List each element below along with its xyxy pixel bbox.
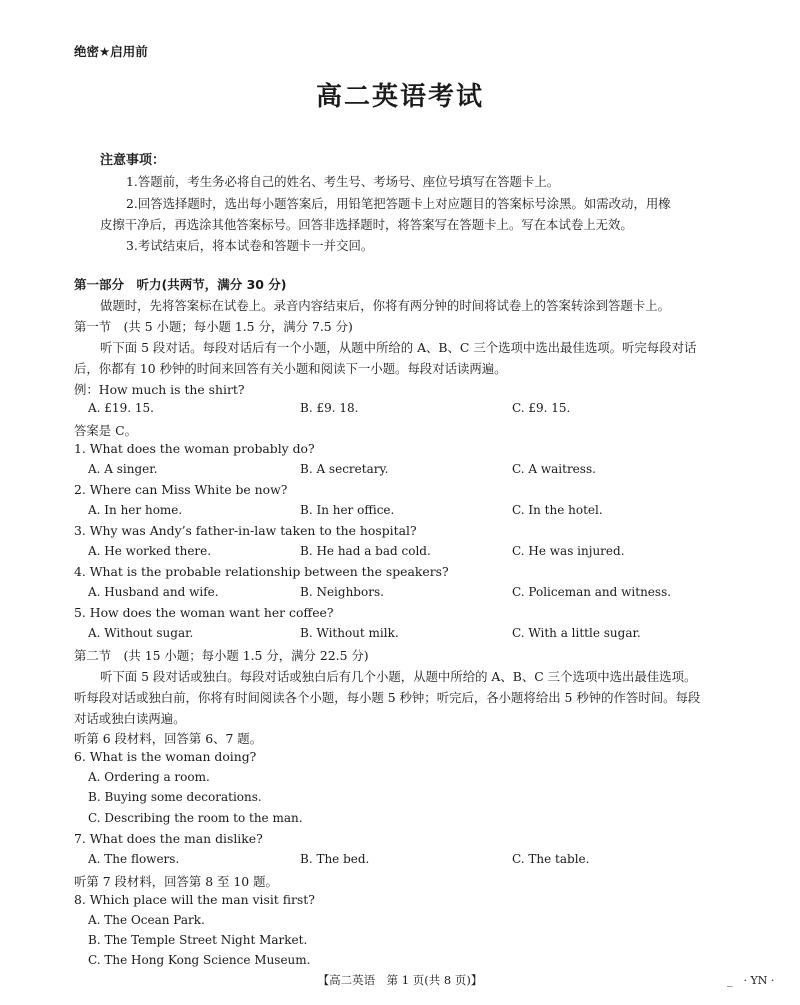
q4-option-c: C. Policeman and witness. (512, 585, 672, 599)
q3-option-a: A. He worked there. (88, 544, 212, 558)
section1-intro-line2: 后，你都有 10 秒钟的时间来回答有关小题和阅读下一小题。每段对话读两遍。 (74, 361, 507, 376)
question-5: 5. How does the woman want her coffee? (74, 605, 334, 620)
material-7-heading: 听第 7 段材料，回答第 8 至 10 题。 (74, 874, 278, 889)
example-answer: 答案是 C。 (74, 423, 137, 438)
section2-intro-line1: 听下面 5 段对话或独白。每段对话或独白后有几个小题，从题中所给的 A、B、C 三个选项中选出最佳选项。 (100, 669, 697, 684)
q8-option-c: C. The Hong Kong Science Museum. (88, 953, 311, 967)
q4-option-b: B. Neighbors. (300, 585, 384, 599)
q2-option-a: A. In her home. (88, 503, 183, 517)
q3-option-b: B. He had a bad cold. (300, 544, 431, 558)
question-8: 8. Which place will the man visit first? (74, 892, 315, 907)
section1-title: 第一节 (共 5 小题；每小题 1.5 分，满分 7.5 分) (74, 319, 353, 334)
question-2: 2. Where can Miss White be now? (74, 482, 288, 497)
footer-tag: _ · YN · (727, 974, 775, 987)
q2-option-b: B. In her office. (300, 503, 395, 517)
section2-title: 第二节 (共 15 小题；每小题 1.5 分，满分 22.5 分) (74, 648, 369, 663)
notice-item-3: 3.考试结束后，将本试卷和答题卡一并交回。 (126, 238, 374, 253)
q6-option-b: B. Buying some decorations. (88, 790, 262, 804)
example-option-b: B. £9. 18. (300, 401, 359, 415)
question-1: 1. What does the woman probably do? (74, 441, 315, 456)
q2-option-c: C. In the hotel. (512, 503, 603, 517)
q1-option-a: A. A singer. (88, 462, 158, 476)
example-option-a: A. £19. 15. (88, 401, 154, 415)
q4-option-a: A. Husband and wife. (88, 585, 219, 599)
notice-item-2-cont: 皮擦干净后，再选涂其他答案标号。回答非选择题时，将答案写在答题卡上。写在本试卷上无效。 (100, 217, 633, 232)
q7-option-b: B. The bed. (300, 852, 370, 866)
page-title: 高二英语考试 (315, 82, 484, 112)
q5-option-b: B. Without milk. (300, 626, 399, 640)
q6-option-a: A. Ordering a room. (88, 770, 210, 784)
section2-intro-line3: 对话或独白读两遍。 (74, 711, 186, 726)
q3-option-c: C. He was injured. (512, 544, 625, 558)
q7-option-c: C. The table. (512, 852, 590, 866)
q8-option-a: A. The Ocean Park. (88, 913, 205, 927)
question-6: 6. What is the woman doing? (74, 749, 257, 764)
q1-option-b: B. A secretary. (300, 462, 389, 476)
page-footer: 【高二英语 第 1 页(共 8 页)】 (317, 973, 483, 987)
part1-intro: 做题时，先将答案标在试卷上。录音内容结束后，你将有两分钟的时间将试卷上的答案转涂到答题卡上。 (100, 298, 670, 313)
notice-title: 注意事项： (100, 153, 166, 168)
part1-title: 第一部分 听力(共两节，满分 30 分) (74, 277, 287, 292)
question-4: 4. What is the probable relationship between the speakers? (74, 564, 449, 579)
q5-option-a: A. Without sugar. (88, 626, 194, 640)
question-3: 3. Why was Andy’s father-in-law taken to the hospital? (74, 523, 417, 538)
q8-option-b: B. The Temple Street Night Market. (88, 933, 308, 947)
confidential-label: 绝密★启用前 (74, 44, 148, 59)
section1-intro-line1: 听下面 5 段对话。每段对话后有一个小题，从题中所给的 A、B、C 三个选项中选出最佳选项。听完每段对话 (100, 340, 697, 355)
q6-option-c: C. Describing the room to the man. (88, 811, 303, 825)
question-7: 7. What does the man dislike? (74, 831, 263, 846)
q1-option-c: C. A waitress. (512, 462, 596, 476)
section2-intro-line2: 听每段对话或独白前，你将有时间阅读各个小题，每小题 5 秒钟；听完后，各小题将给出 5 秒钟的作答时间。每段 (74, 690, 701, 705)
example-question: 例：How much is the shirt? (74, 382, 245, 397)
example-option-c: C. £9. 15. (512, 401, 571, 415)
notice-item-1: 1.答题前，考生务必将自己的姓名、考生号、考场号、座位号填写在答题卡上。 (126, 174, 560, 189)
q5-option-c: C. With a little sugar. (512, 626, 641, 640)
q7-option-a: A. The flowers. (88, 852, 180, 866)
material-6-heading: 听第 6 段材料，回答第 6、7 题。 (74, 731, 263, 746)
notice-item-2: 2.回答选择题时，选出每小题答案后，用铅笔把答题卡上对应题目的答案标号涂黑。如需改动，用橡 (126, 196, 671, 211)
